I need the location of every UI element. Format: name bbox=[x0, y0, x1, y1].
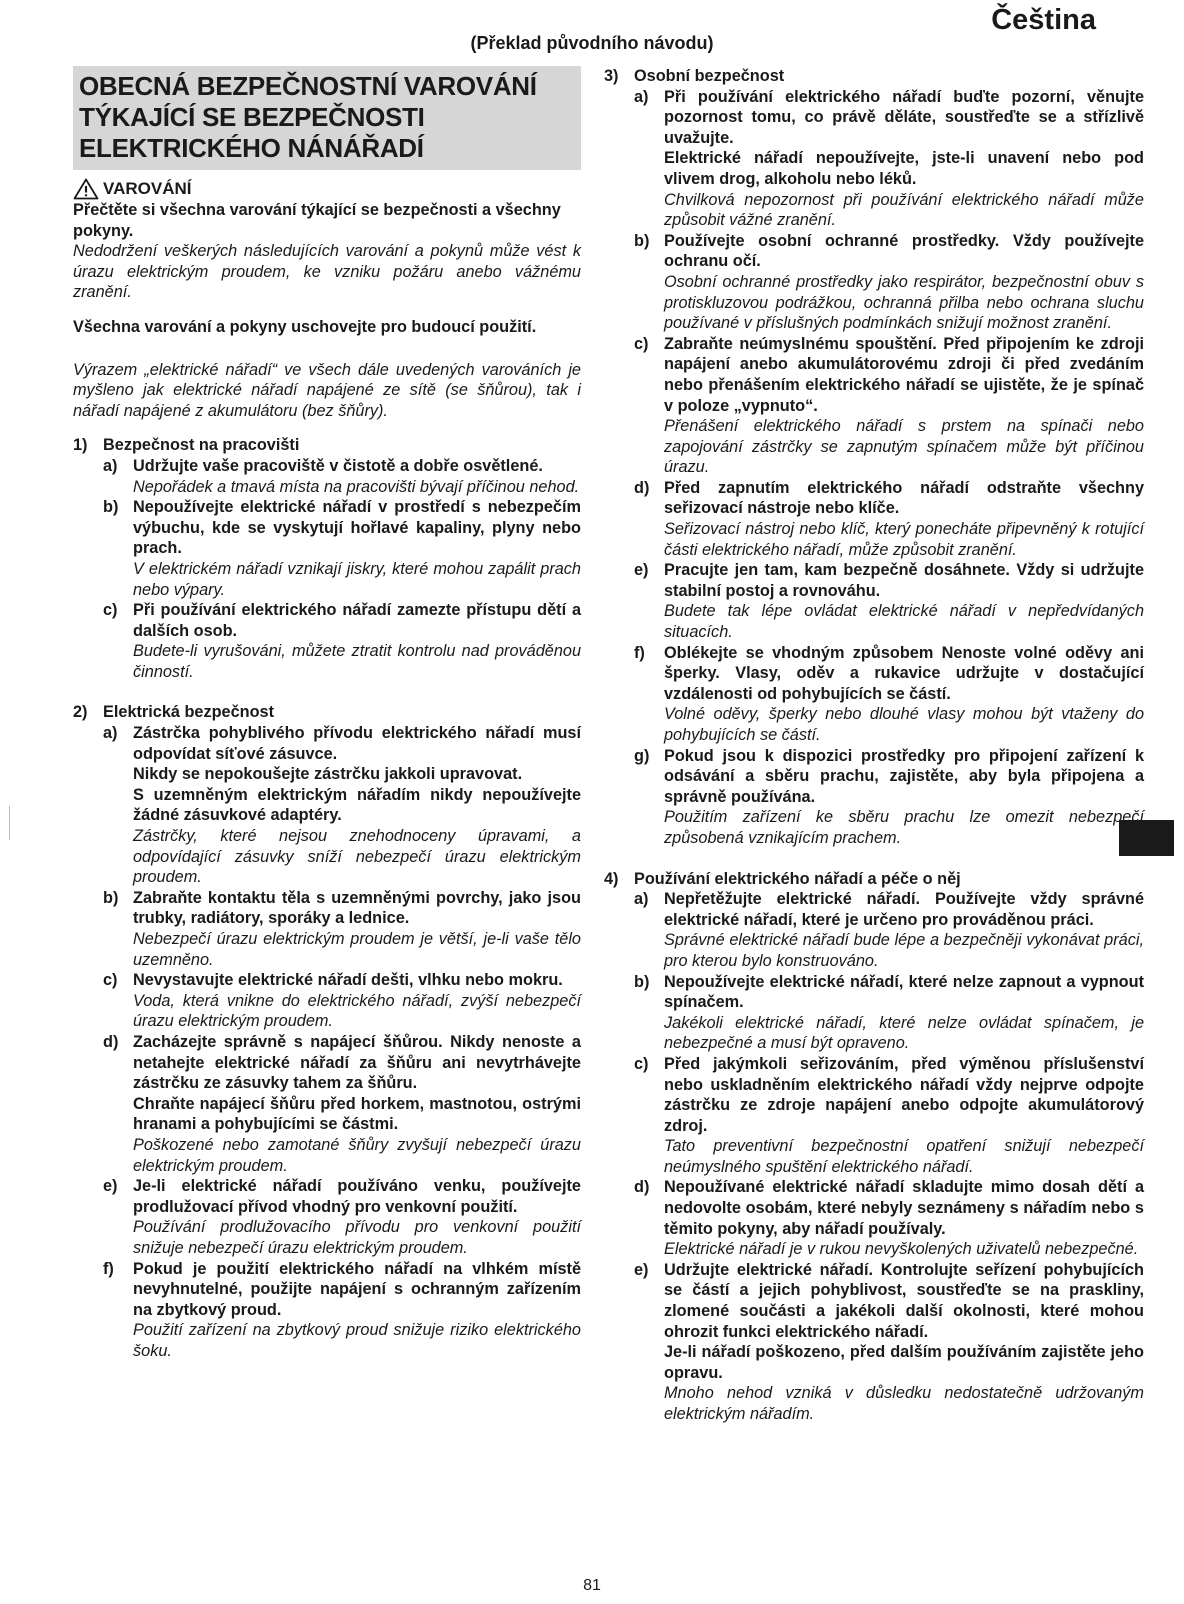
item-instruction: Udržujte vaše pracoviště v čistotě a dobře osvětlené. bbox=[133, 456, 543, 475]
item-instruction: Nikdy se nepokoušejte zástrčku jakkoli upravovat. bbox=[133, 765, 523, 784]
safety-title bbox=[73, 66, 581, 170]
item-note: Použití zařízení na zbytkový proud snižuje riziko elektrického šoku. bbox=[133, 1321, 581, 1360]
keep-instructions: Všechna varování a pokyny uschovejte pro budoucí použití. bbox=[73, 317, 537, 336]
item-note: Chvilková nepozornost při používání elektrického nářadí může způsobit vážné zranění. bbox=[664, 190, 1144, 230]
item-label: b) bbox=[634, 231, 650, 250]
item-note: Jakékoli elektrické nářadí, které nelze ovládat spínačem, je nebezpečné a musí být opraveno. bbox=[664, 1013, 1144, 1053]
item-label: b) bbox=[634, 972, 650, 991]
item-label: c) bbox=[634, 1054, 649, 1073]
item-label: f) bbox=[634, 643, 645, 662]
item-label: a) bbox=[634, 890, 649, 909]
section-title: Bezpečnost na pracovišti bbox=[103, 436, 300, 455]
list-item bbox=[634, 560, 1144, 642]
item-note: Přenášení elektrického nářadí s prstem na spínači nebo zapojování zástrčky se zapnutým spínačem může být příčinou úrazu. bbox=[664, 417, 1144, 477]
read-all-instruction: Přečtěte si všechna varování týkající se bezpečnosti a všechny pokyny. bbox=[73, 201, 561, 240]
item-instruction: Zabraňte neúmyslnému spouštění. Před připojením ke zdroji napájení anebo akumulátorovému zdroji či před zvedáním nebo přenášením elektrického nářadí se ujistěte, že je spínač v poloze „vypnuto“. bbox=[664, 334, 1144, 415]
item-label: e) bbox=[634, 1260, 649, 1279]
item-instruction: Při používání elektrického nářadí zamezte přístupu dětí a dalších osob. bbox=[133, 601, 581, 640]
item-label: a) bbox=[103, 456, 118, 475]
section-number: 1) bbox=[73, 436, 88, 455]
item-label: e) bbox=[103, 1177, 118, 1196]
margin-mark bbox=[9, 806, 10, 840]
item-instruction: Pokud je použití elektrického nářadí na vlhkém místě nevyhnutelné, použijte napájení s ochranným zařízením na zbytkový proud. bbox=[133, 1259, 581, 1319]
item-label: f) bbox=[103, 1259, 114, 1278]
item-label: e) bbox=[634, 561, 649, 580]
item-instruction: Nepřetěžujte elektrické nářadí. Používejte vždy správné elektrické nářadí, které je určeno pro prováděnou práci. bbox=[664, 890, 1144, 929]
section-heading bbox=[73, 702, 581, 723]
consequence-note: Nedodržení veškerých následujících varování a pokynů může vést k úrazu elektrickým proudem, ke vzniku požáru anebo vážnému zranění. bbox=[73, 242, 581, 302]
item-note: Poškozené nebo zamotané šňůry zvyšují nebezpečí úrazu elektrickým proudem. bbox=[133, 1135, 581, 1175]
item-label: c) bbox=[634, 334, 649, 353]
list-item bbox=[634, 1177, 1144, 1259]
item-instruction: Je-li elektrické nářadí používáno venku, používejte prodlužovací přívod vhodný pro venkovní použití. bbox=[133, 1177, 581, 1216]
item-instruction: Udržujte elektrické nářadí. Kontrolujte seřízení pohybujících se částí a jejich pohyblivost, soustřeďte se na praskliny, zlomené součásti a jakékoli další okolnosti, které mohou ohrozit funkci elektrického nářadí. bbox=[664, 1260, 1144, 1341]
item-note: Nebezpečí úrazu elektrickým proudem je větší, je-li vaše tělo uzemněno. bbox=[133, 930, 581, 969]
item-label: b) bbox=[103, 498, 119, 517]
section-heading bbox=[604, 66, 1144, 87]
list-item bbox=[634, 334, 1144, 478]
list-item bbox=[103, 723, 581, 888]
list-item bbox=[634, 478, 1144, 560]
item-note: Voda, která vnikne do elektrického nářadí, zvýší nebezpečí úrazu elektrickým proudem. bbox=[133, 991, 581, 1031]
item-note: Osobní ochranné prostředky jako respirátor, bezpečnostní obuv s protiskluzovou podrážkou, ochranná přilba nebo ochrana sluchu používané v příslušných podmínkách snižují možnost zranění. bbox=[664, 272, 1144, 333]
section-title: Používání elektrického nářadí a péče o něj bbox=[634, 869, 961, 888]
item-instruction: Zástrčka pohyblivého přívodu elektrického nářadí musí odpovídat síťové zásuvce. bbox=[133, 724, 581, 763]
list-item bbox=[103, 888, 581, 970]
item-label: a) bbox=[103, 724, 118, 743]
item-instruction: Nepoužívejte elektrické nářadí, které nelze zapnout a vypnout spínačem. bbox=[664, 972, 1144, 1012]
warning-heading bbox=[73, 178, 581, 200]
section-title: Elektrická bezpečnost bbox=[103, 703, 275, 722]
item-note: Seřizovací nástroj nebo klíč, který ponecháte připevněný k rotující části elektrického nářadí, může způsobit zranění. bbox=[664, 520, 1144, 559]
list-item bbox=[634, 643, 1144, 746]
item-label: d) bbox=[103, 1032, 119, 1051]
list-item bbox=[634, 889, 1144, 971]
section-heading bbox=[604, 869, 1144, 890]
item-label: b) bbox=[103, 888, 119, 907]
item-note: V elektrickém nářadí vznikají jiskry, které mohou zapálit prach nebo výpary. bbox=[133, 559, 581, 599]
item-note: Správné elektrické nářadí bude lépe a bezpečněji vykonávat práci, pro kterou bylo konstruováno. bbox=[664, 931, 1144, 970]
safety-title-line: TÝKAJÍCÍ SE BEZPEČNOSTI bbox=[79, 102, 425, 132]
list-item bbox=[634, 231, 1144, 334]
item-note: Používání prodlužovacího přívodu pro venkovní použití snižuje nebezpečí úrazu elektrickým proudem. bbox=[133, 1218, 581, 1257]
item-note: Budete-li vyrušováni, můžete ztratit kontrolu nad prováděnou činností. bbox=[133, 642, 581, 681]
section-tool-use-and-care bbox=[604, 869, 1144, 1425]
page-number: 81 bbox=[583, 1577, 601, 1594]
list-item bbox=[634, 746, 1144, 849]
item-instruction: Chraňte napájecí šňůru před horkem, mastnotou, ostrými hranami a pohybujícími se částmi. bbox=[133, 1094, 581, 1134]
item-instruction: Pracujte jen tam, kam bezpečně dosáhnete. Vždy si udržujte stabilní postoj a rovnováhu. bbox=[664, 561, 1144, 600]
item-note: Použitím zařízení ke sběru prachu lze omezit nebezpečí způsobená vznikajícím prachem. bbox=[664, 808, 1144, 847]
list-item bbox=[103, 600, 581, 682]
item-instruction: Před zapnutím elektrického nářadí odstraňte všechny seřizovací nástroje nebo klíče. bbox=[664, 478, 1144, 518]
translation-subtitle: (Překlad původního návodu) bbox=[470, 33, 714, 53]
section-heading bbox=[73, 435, 581, 456]
item-label: c) bbox=[103, 971, 118, 990]
list-item bbox=[634, 1260, 1144, 1425]
warning-label: VAROVÁNÍ bbox=[103, 178, 192, 198]
item-note: Budete tak lépe ovládat elektrické nářadí v nepředvídaných situacích. bbox=[664, 602, 1144, 642]
warning-triangle-icon bbox=[73, 178, 99, 200]
item-instruction: S uzemněným elektrickým nářadím nikdy nepoužívejte žádné zásuvkové adaptéry. bbox=[133, 785, 581, 825]
list-item bbox=[103, 970, 581, 1032]
list-item bbox=[634, 87, 1144, 231]
list-item bbox=[634, 1054, 1144, 1178]
item-instruction: Elektrické nářadí nepoužívejte, jste-li unavení nebo pod vlivem drog, alkoholu nebo léků. bbox=[664, 149, 1144, 188]
item-note: Mnoho nehod vzniká v důsledku nedostatečně udržovaným elektrickým nářadím. bbox=[664, 1384, 1144, 1423]
list-item bbox=[103, 1032, 581, 1176]
item-instruction: Při používání elektrického nářadí buďte pozorní, věnujte pozornost tomu, co právě děláte, soustřeďte se a střízlivě uvažujte. bbox=[664, 87, 1144, 147]
right-column bbox=[604, 66, 1144, 1425]
item-instruction: Nepoužívané elektrické nářadí skladujte mimo dosah dětí a nedovolte osobám, které nebyly seznámeny s nářadím nebo s těmito pokyny, aby nářadí používaly. bbox=[664, 1178, 1144, 1238]
item-instruction: Zacházejte správně s napájecí šňůrou. Nikdy nenoste a netahejte elektrické nářadí za šňůru ani nevytrhávejte zástrčku ze zásuvky tahem za šňůru. bbox=[133, 1032, 581, 1093]
list-item bbox=[103, 1259, 581, 1362]
item-note: Tato preventivní bezpečnostní opatření snižují nebezpečí neúmyslného spuštění elektrického nářadí. bbox=[664, 1137, 1144, 1176]
item-note: Zástrčky, které nejsou znehodnoceny úpravami, a odpovídající zásuvky sníží nebezpečí úrazu elektrickým proudem. bbox=[133, 827, 581, 887]
item-label: d) bbox=[634, 1178, 650, 1197]
safety-title-line: ELEKTRICKÉHO NÁNÁŘADÍ bbox=[79, 133, 424, 163]
left-column bbox=[73, 66, 581, 1361]
item-instruction: Zabraňte kontaktu těla s uzemněnými povrchy, jako jsou trubky, radiátory, sporáky a lednice. bbox=[133, 888, 581, 928]
item-instruction: Oblékejte se vhodným způsobem Nenoste volné oděvy ani šperky. Vlasy, oděv a rukavice udržujte v dostačující vzdálenosti od pohybujících se částí. bbox=[664, 643, 1144, 703]
item-note: Volné oděvy, šperky nebo dlouhé vlasy mohou být vtaženy do pohybujících se částí. bbox=[664, 705, 1144, 744]
list-item bbox=[634, 972, 1144, 1054]
list-item bbox=[103, 497, 581, 600]
section-number: 4) bbox=[604, 869, 619, 888]
list-item bbox=[103, 456, 581, 497]
definition-note: Výrazem „elektrické nářadí“ ve všech dále uvedených varováních je myšleno jak elektrické nářadí napájené ze sítě (se šňůrou), tak i nářadí napájené z akumulátoru (bez šňůry). bbox=[73, 360, 581, 420]
item-label: a) bbox=[634, 87, 649, 106]
language-label: Čeština bbox=[991, 4, 1096, 36]
list-item bbox=[103, 1176, 581, 1258]
section-number: 2) bbox=[73, 703, 88, 722]
section-work-area bbox=[73, 435, 581, 682]
item-instruction: Pokud jsou k dispozici prostředky pro připojení zařízení k odsávání a sběru prachu, zajistěte, aby byla připojena a správně používána. bbox=[664, 746, 1144, 806]
item-label: c) bbox=[103, 601, 118, 620]
item-note: Elektrické nářadí je v rukou nevyškolených uživatelů nebezpečné. bbox=[664, 1240, 1139, 1259]
item-note: Nepořádek a tmavá místa na pracovišti bývají příčinou nehod. bbox=[133, 477, 580, 496]
section-personal-safety bbox=[604, 66, 1144, 849]
section-electrical-safety bbox=[73, 702, 581, 1361]
item-label: d) bbox=[634, 478, 650, 497]
item-instruction: Před jakýmkoli seřizováním, před výměnou příslušenství nebo uskladněním elektrického nářadí vždy nejprve odpojte zástrčku ze zdroje napájení anebo odpojte akumulátorový zdroj. bbox=[664, 1054, 1144, 1135]
item-instruction: Je-li nářadí poškozeno, před dalším používáním zajistěte jeho opravu. bbox=[664, 1343, 1144, 1382]
item-instruction: Nevystavujte elektrické nářadí dešti, vlhku nebo mokru. bbox=[133, 971, 563, 990]
item-instruction: Nepoužívejte elektrické nářadí v prostředí s nebezpečím výbuchu, kde se vyskytují hořlavé kapaliny, plyny nebo prach. bbox=[133, 498, 581, 558]
safety-title-line: OBECNÁ BEZPEČNOSTNÍ VAROVÁNÍ bbox=[79, 71, 537, 101]
section-number: 3) bbox=[604, 67, 619, 85]
item-label: g) bbox=[634, 746, 650, 765]
section-title: Osobní bezpečnost bbox=[634, 67, 785, 85]
item-instruction: Používejte osobní ochranné prostředky. Vždy používejte ochranu očí. bbox=[664, 231, 1144, 271]
